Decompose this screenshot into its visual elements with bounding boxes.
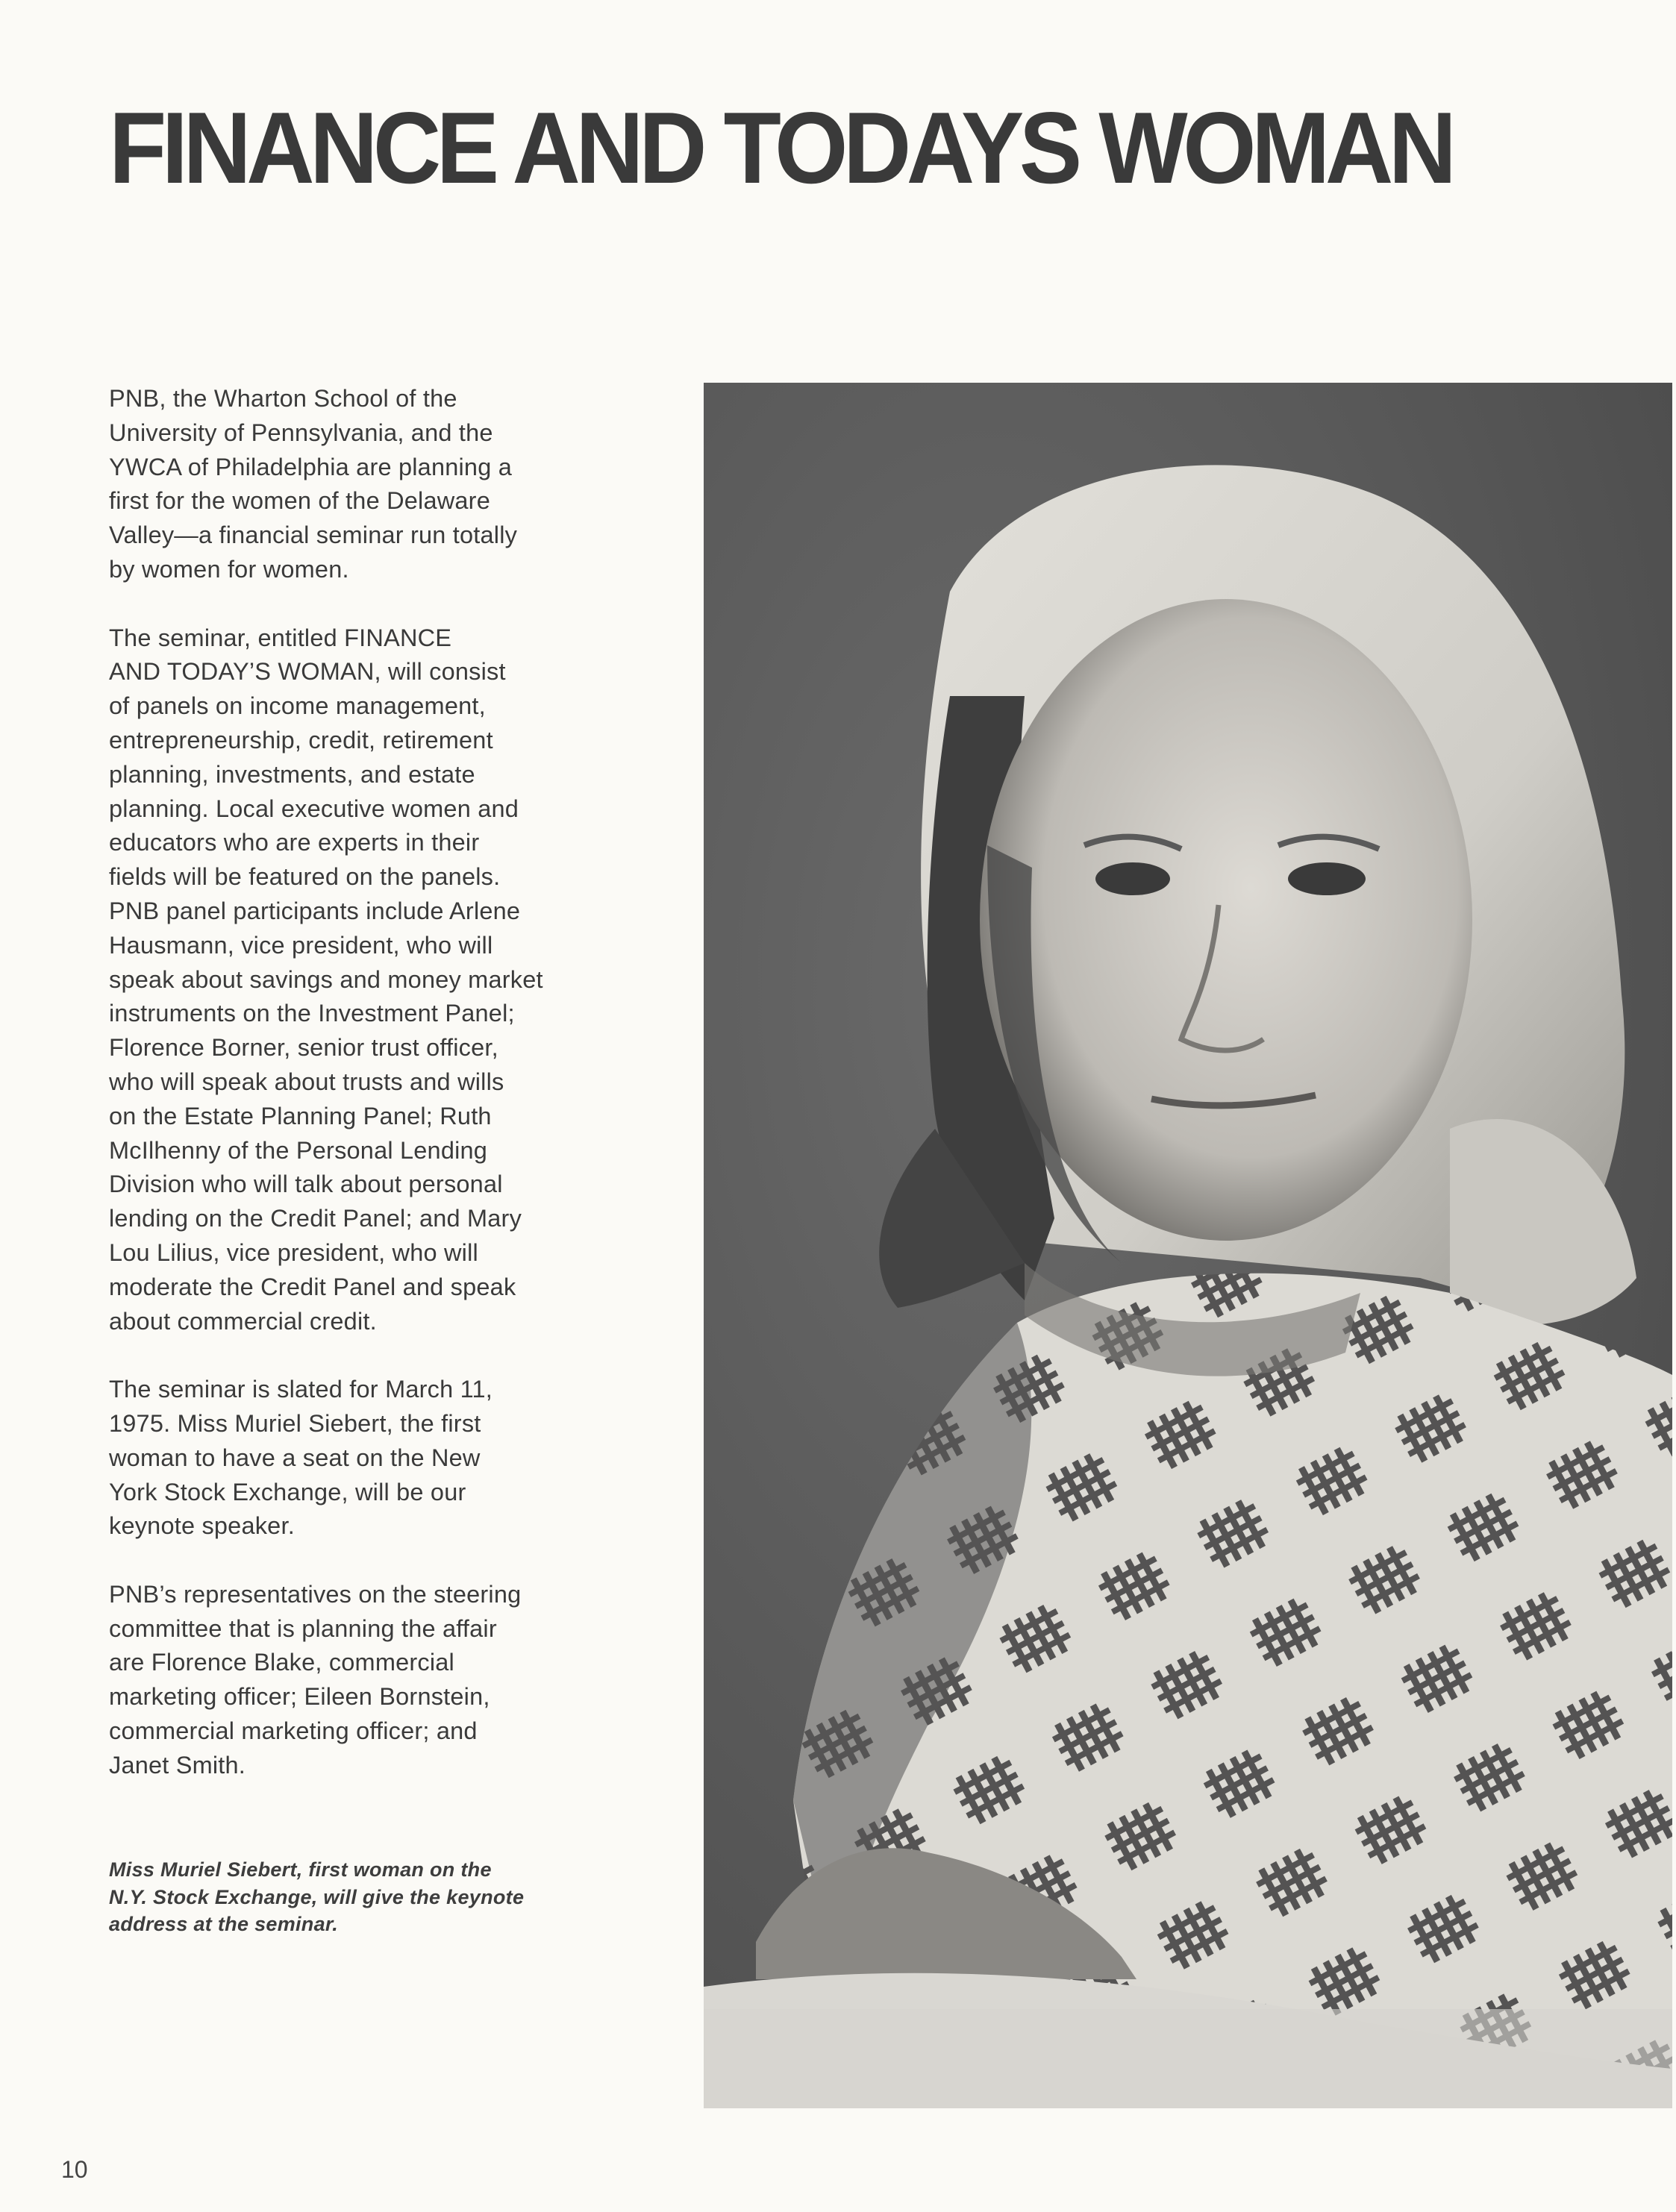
text-line: Janet Smith. bbox=[109, 1751, 246, 1779]
article-paragraph bbox=[109, 382, 631, 587]
text-line: entrepreneurship, credit, retirement bbox=[109, 726, 493, 753]
text-line: 1975. Miss Muriel Siebert, the first bbox=[109, 1409, 481, 1437]
text-line: of panels on income management, bbox=[109, 692, 486, 720]
text-line: PNB, the Wharton School of the bbox=[109, 385, 457, 412]
page-number: 10 bbox=[61, 2156, 88, 2183]
text-line: The seminar is slated for March 11, bbox=[109, 1376, 493, 1403]
page-title: FINANCE AND TODAYS WOMAN bbox=[109, 91, 1452, 204]
caption-line: Miss Muriel Siebert, first woman on the bbox=[109, 1858, 492, 1881]
text-line: Valley—a financial seminar run totally bbox=[109, 521, 518, 549]
text-line: commercial marketing officer; and bbox=[109, 1717, 478, 1745]
article-paragraph bbox=[109, 1578, 631, 1783]
text-line: Hausmann, vice president, who will bbox=[109, 931, 493, 959]
text-line: The seminar, entitled FINANCE bbox=[109, 624, 452, 651]
text-line: planning, investments, and estate bbox=[109, 760, 475, 788]
text-line: by women for women. bbox=[109, 555, 349, 583]
text-line: YWCA of Philadelphia are planning a bbox=[109, 453, 512, 480]
portrait-illustration bbox=[704, 383, 1672, 2108]
text-line: educators who are experts in their bbox=[109, 829, 480, 856]
article-body bbox=[109, 382, 631, 1817]
text-line: speak about savings and money market bbox=[109, 965, 543, 993]
text-line: on the Estate Planning Panel; Ruth bbox=[109, 1102, 492, 1130]
text-line: Florence Borner, senior trust officer, bbox=[109, 1034, 498, 1062]
text-line: marketing officer; Eileen Bornstein, bbox=[109, 1683, 490, 1711]
text-line: York Stock Exchange, will be our bbox=[109, 1478, 466, 1506]
text-line: woman to have a seat on the New bbox=[109, 1444, 481, 1471]
caption-line: address at the seminar. bbox=[109, 1913, 339, 1935]
text-line: Division who will talk about personal bbox=[109, 1171, 503, 1198]
text-line: planning. Local executive women and bbox=[109, 795, 519, 822]
text-line: about commercial credit. bbox=[109, 1307, 377, 1335]
text-line: AND TODAY’S WOMAN, will consist bbox=[109, 658, 506, 686]
text-line: University of Pennsylvania, and the bbox=[109, 419, 493, 446]
photo-caption bbox=[109, 1856, 631, 1938]
portrait-photo bbox=[704, 383, 1672, 2108]
caption-line: N.Y. Stock Exchange, will give the keynote bbox=[109, 1885, 525, 1908]
article-paragraph bbox=[109, 621, 631, 1339]
text-line: first for the women of the Delaware bbox=[109, 487, 490, 515]
text-line: PNB’s representatives on the steering bbox=[109, 1580, 522, 1608]
text-line: moderate the Credit Panel and speak bbox=[109, 1273, 516, 1300]
text-line: McIlhenny of the Personal Lending bbox=[109, 1136, 488, 1164]
text-line: instruments on the Investment Panel; bbox=[109, 1000, 515, 1027]
article-paragraph bbox=[109, 1373, 631, 1544]
text-line: fields will be featured on the panels. bbox=[109, 863, 501, 891]
text-line: lending on the Credit Panel; and Mary bbox=[109, 1205, 522, 1232]
text-line: who will speak about trusts and wills bbox=[109, 1068, 504, 1095]
text-line: are Florence Blake, commercial bbox=[109, 1649, 454, 1676]
text-line: Lou Lilius, vice president, who will bbox=[109, 1238, 478, 1266]
text-line: keynote speaker. bbox=[109, 1512, 295, 1540]
text-line: PNB panel participants include Arlene bbox=[109, 897, 521, 924]
text-line: committee that is planning the affair bbox=[109, 1614, 497, 1642]
